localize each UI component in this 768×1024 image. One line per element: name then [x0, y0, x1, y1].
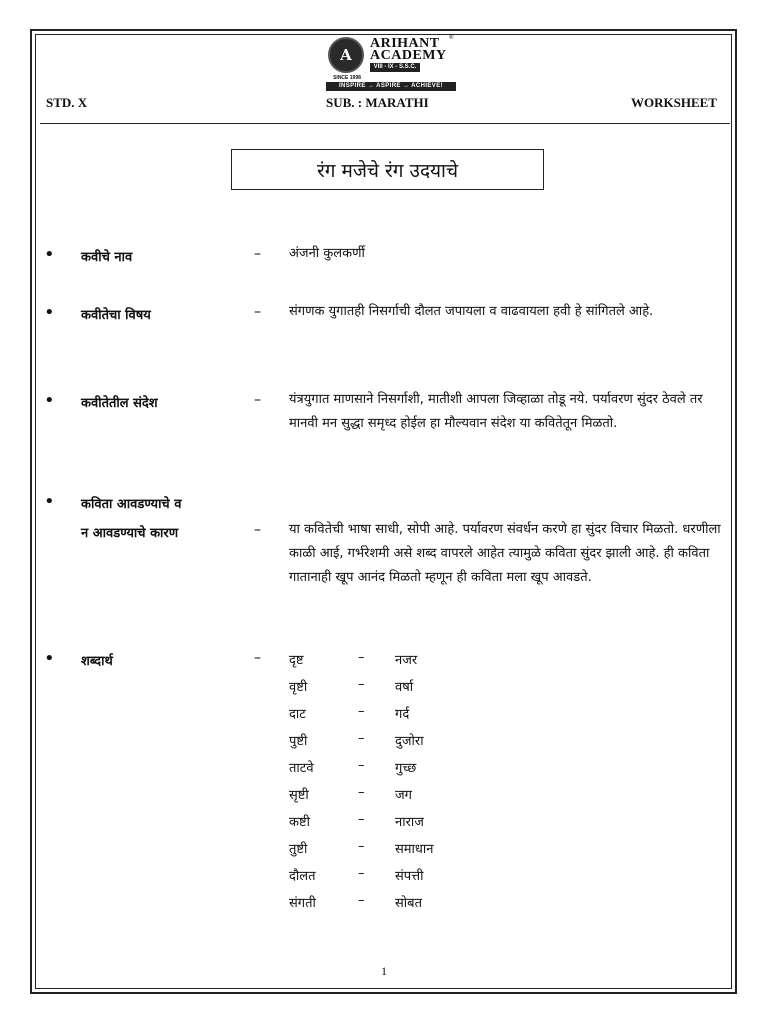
vocab-dash: –	[358, 731, 365, 746]
poem-title: रंग मजेचे रंग उदयाचे	[316, 159, 459, 182]
item-text-message: यंत्रयुगात माणसाने निसर्गाशी, मातीशी आपला जिव्हाळा तोडू नये. पर्यावरण सुंदर ठेवले तर मानवी मन सुद्धा समृध्द होईल हा मौल्यवान संदेश या कवितेतून मिळतो.	[289, 392, 703, 431]
vocab-word: सृष्टी	[289, 788, 309, 803]
item-text-subject: संगणक युगातही निसर्गाची दौलत जपायला व वाढवायला हवी हे सांगितले आहे.	[289, 304, 654, 319]
item-label-poet: कवीचे नाव	[81, 250, 133, 265]
item-dash: –	[254, 392, 261, 408]
item-label-liking-line1: कविता आवडण्याचे व	[81, 497, 182, 512]
worksheet-label: WORKSHEET	[631, 95, 717, 110]
page-number: 1	[381, 964, 387, 978]
item-label-message: कवीतेतील संदेश	[81, 396, 158, 411]
vocab-dash: –	[358, 785, 365, 800]
logo-name-line1: ARIHANT	[370, 36, 440, 51]
vocab-word: ताटवे	[289, 761, 314, 776]
vocab-word: संगती	[289, 896, 316, 911]
vocab-dash: –	[358, 704, 365, 719]
poem-title-box	[231, 149, 544, 190]
logo-since: SINCE 1998	[333, 75, 361, 81]
logo-tagline: INSPIRE → ASPIRE → ACHIEVE!	[326, 82, 456, 91]
vocab-meaning: जग	[395, 788, 412, 803]
item-dash: –	[254, 246, 261, 262]
item-label-subject: कवीतेचा विषय	[81, 308, 151, 323]
vocab-word: तुष्टी	[289, 842, 308, 857]
logo-classes: VIII - IX - S.S.C.	[370, 63, 420, 72]
vocab-word: दाट	[289, 707, 306, 722]
item-text-liking: या कवितेची भाषा साधी, सोपी आहे. पर्यावरण संवर्धन करणे हा सुंदर विचार मिळतो. धरणीला काळी आई, गर्भरेशमी असे शब्द वापरले आहेत त्यामुळे कविता सुंदर झाली आहे. ही कविता गातानाही खूप आनंद मिळतो म्हणून ही कविता मला खूप आवडते.	[289, 522, 721, 585]
vocab-dash: –	[358, 812, 365, 827]
vocab-meaning: गुच्छ	[395, 761, 417, 776]
vocab-dash: –	[358, 839, 365, 854]
bullet-icon: •	[44, 302, 55, 323]
bullet-icon: •	[44, 648, 55, 669]
vocab-word: वृष्टी	[289, 680, 308, 695]
vocab-word: दौलत	[289, 869, 316, 884]
vocab-word: पुष्टी	[289, 734, 308, 749]
vocab-dash: –	[358, 758, 365, 773]
vocab-meaning: वर्षा	[395, 680, 414, 695]
vocab-meaning: दुजोरा	[395, 734, 424, 749]
bullet-icon: •	[44, 390, 55, 411]
arihant-academy-logo	[326, 35, 456, 89]
bullet-icon: •	[44, 491, 55, 512]
academy-emblem-icon: A	[328, 37, 364, 73]
logo-name-line2: ACADEMY	[370, 48, 447, 63]
vocab-dash: –	[358, 893, 365, 908]
vocab-word: कष्टी	[289, 815, 310, 830]
vocab-meaning: संपत्ती	[395, 869, 424, 884]
item-dash: –	[254, 650, 261, 666]
header-divider	[40, 123, 730, 124]
vocab-meaning: सोबत	[395, 896, 422, 911]
vocab-meaning: नजर	[395, 653, 418, 668]
vocab-word: दृष्ट	[289, 653, 304, 668]
subject-label: SUB. : MARATHI	[326, 95, 429, 110]
vocab-meaning: समाधान	[395, 842, 434, 857]
item-text-poet: अंजनी कुलकर्णी	[289, 246, 365, 261]
std-label: STD. X	[46, 95, 88, 110]
item-label-liking-line2: न आवडण्याचे कारण	[81, 526, 179, 541]
bullet-icon: •	[44, 244, 55, 265]
vocab-dash: –	[358, 650, 365, 665]
vocab-dash: –	[358, 677, 365, 692]
item-dash: –	[254, 304, 261, 320]
vocab-dash: –	[358, 866, 365, 881]
vocab-meaning: नाराज	[395, 815, 424, 830]
registered-mark: ®	[449, 35, 454, 41]
vocab-meaning: गर्द	[395, 707, 410, 722]
item-label-vocabulary: शब्दार्थ	[81, 654, 113, 669]
item-dash: –	[254, 522, 261, 538]
